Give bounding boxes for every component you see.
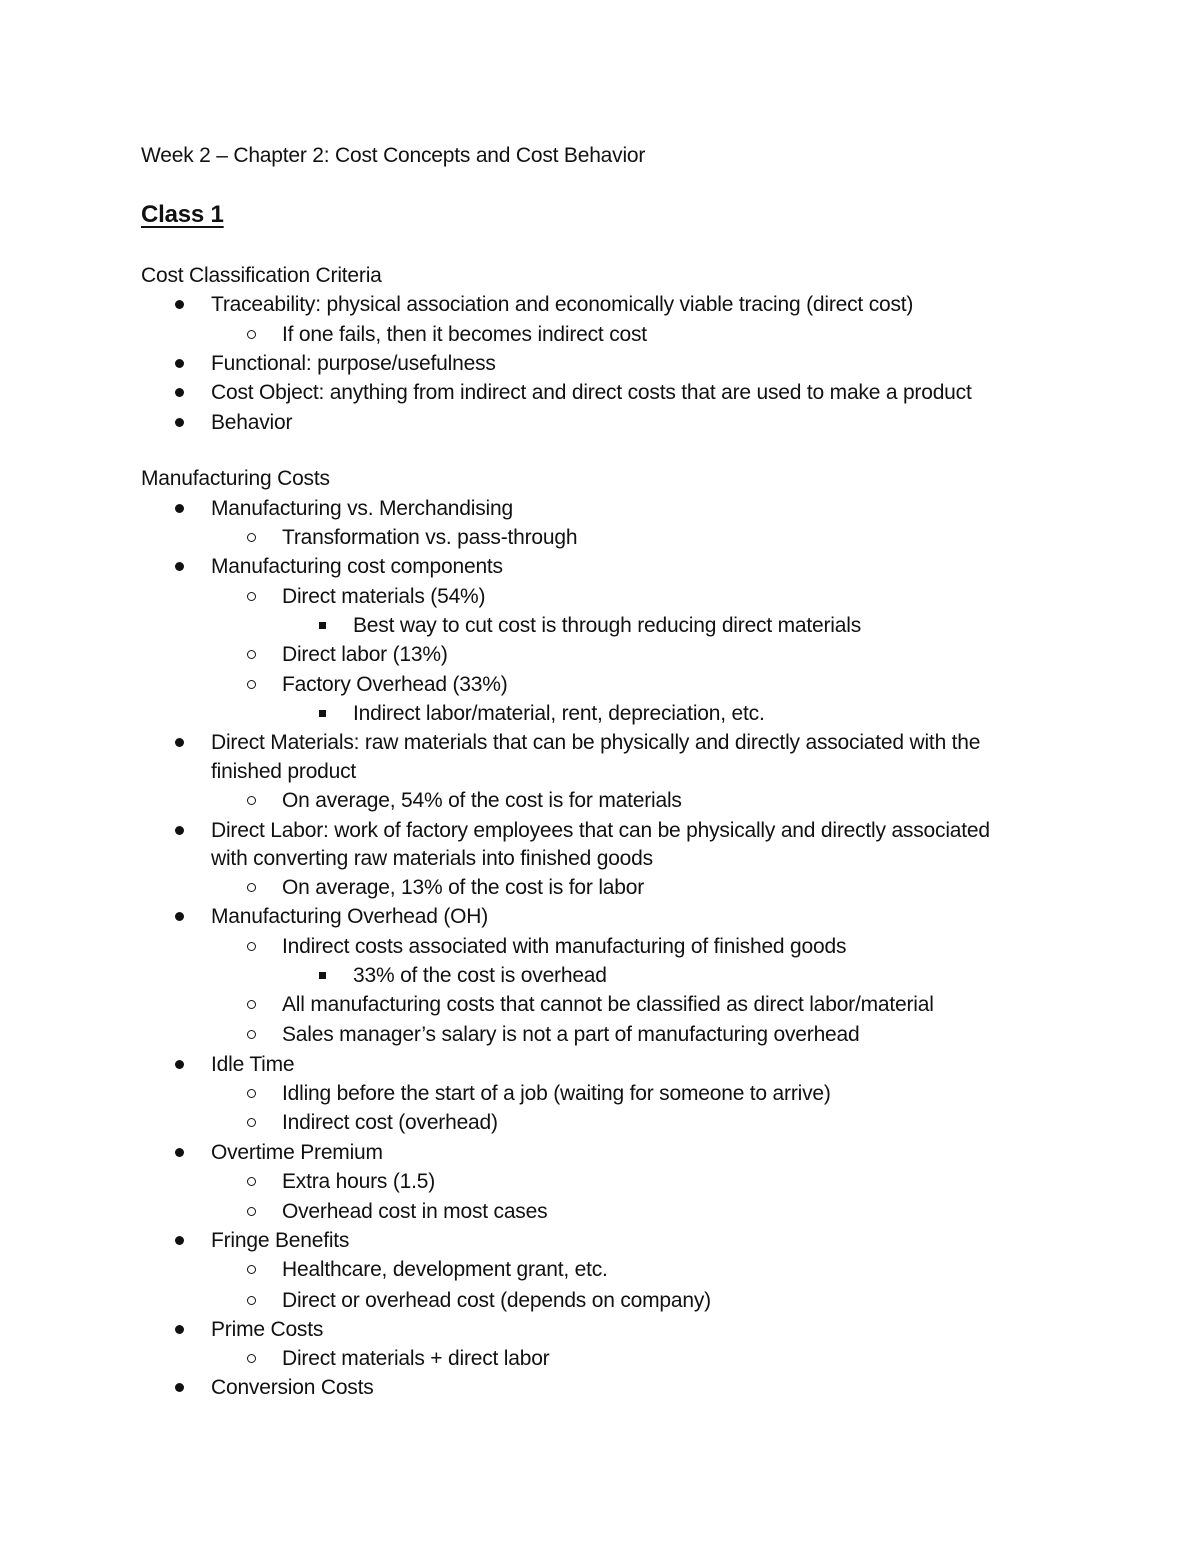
bullet-circle-icon: [247, 680, 256, 689]
list-item: Direct materials + direct labor: [282, 1347, 550, 1370]
list-item: If one fails, then it becomes indirect cost: [282, 323, 647, 346]
list-item: Direct materials (54%): [282, 585, 486, 608]
bullet-circle-icon: [247, 1354, 256, 1363]
list-item: Direct labor (13%): [282, 643, 448, 666]
list-item: Fringe Benefits: [211, 1229, 350, 1252]
bullet-circle-icon: [247, 533, 256, 542]
list-item: Manufacturing cost components: [211, 555, 503, 578]
list-item: Indirect costs associated with manufacturing of finished goods: [282, 935, 847, 958]
bullet-dot-icon: [175, 1383, 184, 1392]
list-item: Idling before the start of a job (waiting for someone to arrive): [282, 1082, 831, 1105]
list-item-continuation: finished product: [211, 760, 357, 783]
list-item: Overtime Premium: [211, 1141, 383, 1164]
bullet-dot-icon: [175, 504, 184, 513]
list-item: On average, 54% of the cost is for materials: [282, 789, 682, 812]
bullet-circle-icon: [247, 883, 256, 892]
bullet-dot-icon: [175, 1148, 184, 1157]
list-item: Factory Overhead (33%): [282, 673, 508, 696]
bullet-circle-icon: [247, 592, 256, 601]
bullet-square-icon: [319, 710, 326, 717]
bullet-circle-icon: [247, 1265, 256, 1274]
bullet-dot-icon: [175, 359, 184, 368]
bullet-circle-icon: [247, 1030, 256, 1039]
list-item: Indirect cost (overhead): [282, 1111, 498, 1134]
list-item: Healthcare, development grant, etc.: [282, 1258, 608, 1281]
bullet-circle-icon: [247, 1177, 256, 1186]
list-item: Manufacturing Overhead (OH): [211, 905, 489, 928]
list-item: Extra hours (1.5): [282, 1170, 435, 1193]
bullet-square-icon: [319, 622, 326, 629]
bullet-circle-icon: [247, 1000, 256, 1009]
bullet-dot-icon: [175, 1060, 184, 1069]
list-item: Behavior: [211, 411, 293, 434]
bullet-dot-icon: [175, 1325, 184, 1334]
list-item: Direct Materials: raw materials that can be physically and directly associated with the: [211, 731, 981, 754]
bullet-circle-icon: [247, 1207, 256, 1216]
bullet-circle-icon: [247, 650, 256, 659]
bullet-circle-icon: [247, 1118, 256, 1127]
bullet-dot-icon: [175, 562, 184, 571]
list-item: Sales manager’s salary is not a part of manufacturing overhead: [282, 1023, 860, 1046]
section-heading-cost-classification: Cost Classification Criteria: [141, 264, 382, 287]
document-title: Week 2 – Chapter 2: Cost Concepts and Cost Behavior: [141, 144, 646, 167]
list-item: Overhead cost in most cases: [282, 1200, 548, 1223]
list-item: 33% of the cost is overhead: [353, 964, 607, 987]
bullet-dot-icon: [175, 826, 184, 835]
class-heading: Class 1: [141, 201, 224, 228]
list-item: Direct Labor: work of factory employees that can be physically and directly associated: [211, 819, 990, 842]
bullet-dot-icon: [175, 738, 184, 747]
bullet-dot-icon: [175, 1236, 184, 1245]
list-item-continuation: with converting raw materials into finished goods: [211, 847, 653, 870]
bullet-dot-icon: [175, 388, 184, 397]
bullet-square-icon: [319, 972, 326, 979]
list-item: Direct or overhead cost (depends on company): [282, 1289, 711, 1312]
list-item: On average, 13% of the cost is for labor: [282, 876, 645, 899]
list-item: Indirect labor/material, rent, depreciation, etc.: [353, 702, 765, 725]
bullet-circle-icon: [247, 796, 256, 805]
list-item: Functional: purpose/usefulness: [211, 352, 496, 375]
bullet-dot-icon: [175, 418, 184, 427]
list-item: Idle Time: [211, 1053, 295, 1076]
bullet-circle-icon: [247, 942, 256, 951]
bullet-circle-icon: [247, 1296, 256, 1305]
list-item: Cost Object: anything from indirect and direct costs that are used to make a product: [211, 381, 972, 404]
list-item: Prime Costs: [211, 1318, 324, 1341]
bullet-dot-icon: [175, 300, 184, 309]
bullet-circle-icon: [247, 1089, 256, 1098]
list-item: All manufacturing costs that cannot be classified as direct labor/material: [282, 993, 934, 1016]
list-item: Conversion Costs: [211, 1376, 374, 1399]
list-item: Manufacturing vs. Merchandising: [211, 497, 513, 520]
section-heading-manufacturing-costs: Manufacturing Costs: [141, 467, 330, 490]
bullet-circle-icon: [247, 330, 256, 339]
list-item: Best way to cut cost is through reducing direct materials: [353, 614, 862, 637]
list-item: Traceability: physical association and economically viable tracing (direct cost): [211, 293, 914, 316]
bullet-dot-icon: [175, 912, 184, 921]
list-item: Transformation vs. pass-through: [282, 526, 578, 549]
